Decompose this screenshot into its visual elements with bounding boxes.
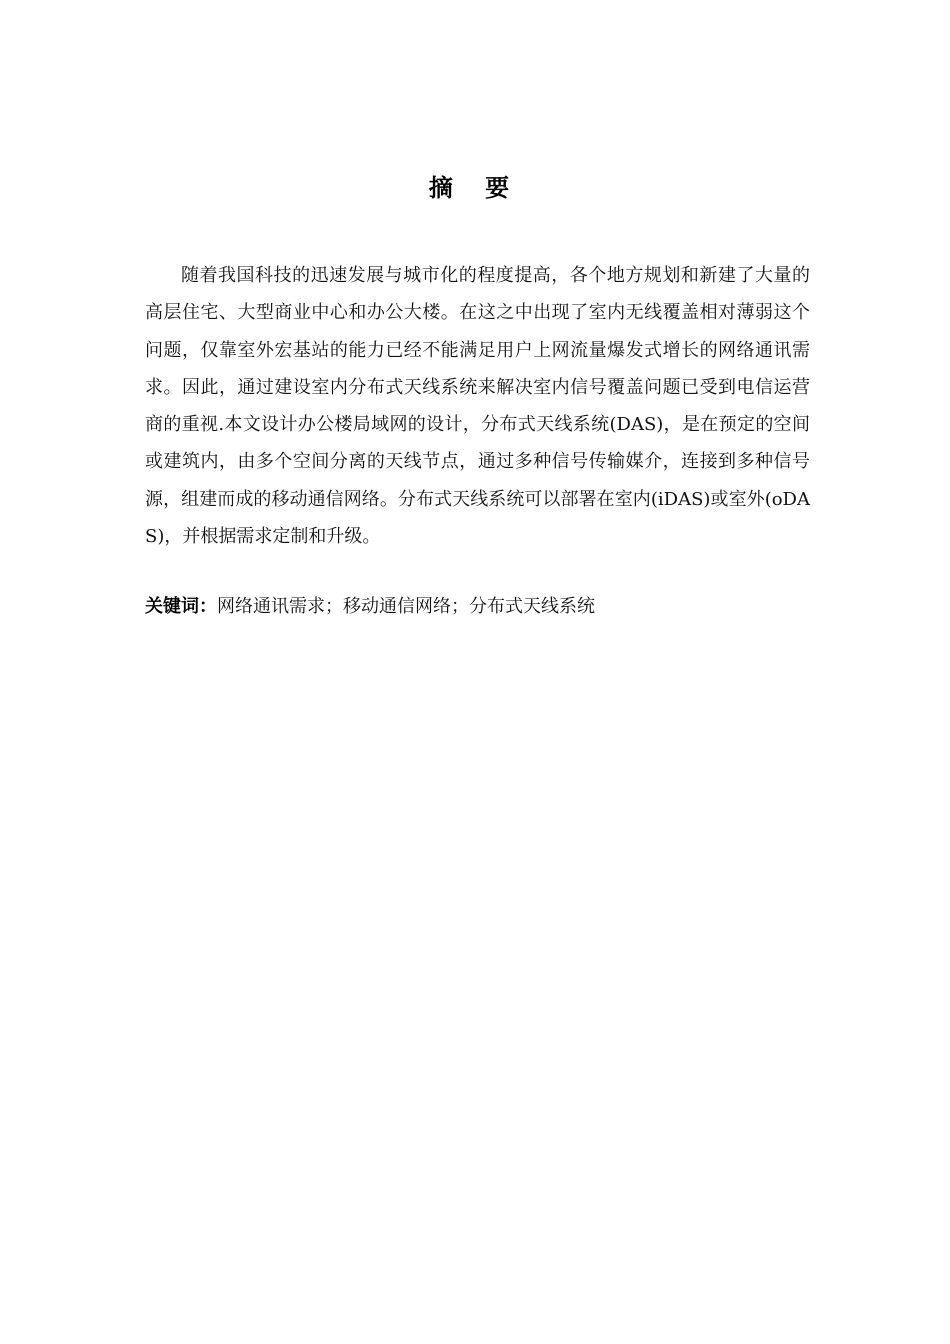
page-title: 摘 要 [428, 174, 522, 202]
abstract-paragraph: 随着我国科技的迅速发展与城市化的程度提高，各个地方规划和新建了大量的高层住宅、大型商业中心和办公大楼。在这之中出现了室内无线覆盖相对薄弱这个问题，仅靠室外宏基站的能力已经不能满足用户上网流量爆发式增长的网络通讯需求。因此，通过建设室内分布式天线系统来解决室内信号覆盖问题已受到电信运营商的重视.本文设计办公楼局域网的设计，分布式天线系统(DAS)，是在预定的空间或建筑内，由多个空间分离的天线节点，通过多种信号传输媒介，连接到多种信号源，组建而成的移动通信网络。分布式天线系统可以部署在室内(iDAS)或室外(oDAS)，并根据需求定制和升级。 [145, 265, 810, 548]
keywords-label: 关键词： [145, 596, 217, 617]
keywords-text: 网络通讯需求；移动通信网络；分布式天线系统 [217, 596, 595, 617]
keywords-line [145, 591, 810, 623]
